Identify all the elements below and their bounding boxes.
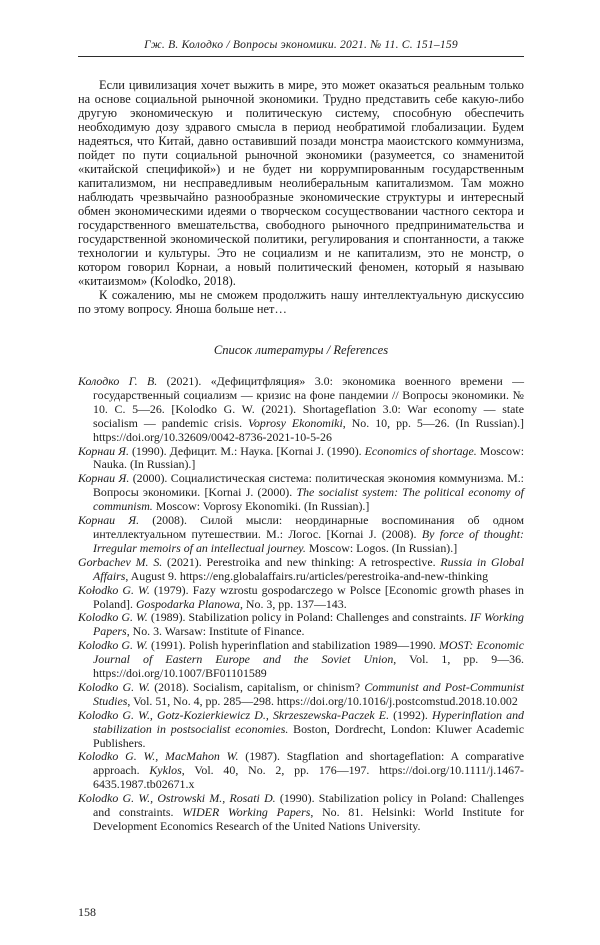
reference-emphasis: The socialist system: The political economy of communism. xyxy=(93,485,524,514)
reference-emphasis: MOST: Economic Journal of Eastern Europe and the Soviet Union xyxy=(93,638,525,667)
reference-item xyxy=(78,792,524,834)
reference-item xyxy=(78,639,524,681)
reference-emphasis: Корнаи Я. xyxy=(78,513,140,528)
reference-emphasis: WIDER Working Papers xyxy=(182,805,311,820)
reference-text: (1987). Stagflation and shortageflation: A comparative approach. xyxy=(93,749,524,778)
reference-emphasis: Kołodko G. W. xyxy=(78,582,150,597)
body-paragraph: К сожалению, мы не сможем продолжить нашу интеллектуальную дискуссию по этому вопросу. Яноша больше нет… xyxy=(78,288,524,316)
reference-emphasis: Kolodko G. W. xyxy=(78,610,148,625)
reference-text: , No. 3. Warsaw: Institute of Finance. xyxy=(126,624,305,639)
reference-text: Moscow: Voprosy Ekonomiki. (In Russian).] xyxy=(152,499,370,514)
reference-item xyxy=(78,709,524,751)
reference-text: Moscow: Logos. (In Russian).] xyxy=(305,540,458,555)
reference-text: (1990). Stabilization policy in Poland: Challenges and constraints. xyxy=(93,791,524,820)
reference-text: (1992). xyxy=(389,707,432,722)
references-list xyxy=(78,375,524,834)
reference-emphasis: Колодко Г. В. xyxy=(78,374,158,388)
reference-text: (2021). Perestroika and new thinking: A retrospective. xyxy=(162,554,441,569)
reference-emphasis: Kolodko G. W. xyxy=(78,638,148,653)
reference-text: (2021). «Дефицитфляция» 3.0: экономика военного времени — государственный социализм — кризис на фоне пандемии // Вопросы экономики. № 10. С. 5—26. [Kolodko G. W. (2021). Shortageflation 3.0: War economy — state socialism — pandemic crisis. xyxy=(93,374,524,430)
reference-text: (2018). Socialism, capitalism, or chinism? xyxy=(150,679,365,694)
reference-text: (2008). Силой мысли: неординарные воспоминания об одном интеллектуальном путешествии. М.: Логос. [Kornai J. (2008). xyxy=(93,513,525,541)
reference-text: (2000). Социалистическая система: политическая экономия коммунизма. М.: Вопросы экономики. [Kornai J. (2000). xyxy=(93,471,524,500)
reference-emphasis: Kyklos xyxy=(149,763,182,778)
reference-text: , Vol. 1, pp. 9—36. https://doi.org/10.1007/BF01101589 xyxy=(93,652,524,681)
reference-emphasis: Kolodko G. W., MacMahon W. xyxy=(78,749,239,764)
reference-emphasis: Kolodko G. W., Ostrowski M., Rosati D. xyxy=(78,791,276,806)
reference-emphasis: IF Working Papers xyxy=(93,610,524,639)
reference-emphasis: Корнаи Я. xyxy=(78,471,130,486)
reference-text: Boston, Dordrecht, London: Kluwer Academic Publishers. xyxy=(93,721,524,750)
reference-item xyxy=(78,750,524,792)
reference-emphasis: By force of thought: Irregular memoirs of an intellectual journey. xyxy=(93,526,524,555)
body-paragraph: Если цивилизация хочет выжить в мире, это может оказаться реальным только на основе социальной рыночной экономики. Трудно представить себе какую-либо другую экономическую и политическую систему, способную обеспечить необходимую дозу здравого смысла в период необратимой глобализации. Будем надеяться, что Китай, давно оставивший позади монстра маоистского коммунизма, пойдет по пути социальной рыночной экономики (разумеется, со знаменитой «китайской спецификой») и не будет ни коррумпированным государственным капитализмом, ни несправедливым неолиберальным капитализмом. Там можно наблюдать чрезвычайно разнообразные экономические структуры и интересный обмен экономическими идеями о творческом сосуществовании частного сектора и государственного вмешательства, свободного рыночного предпринимательства и государственной экономической политики, регулирования и спонтанности, а также технологии и культуры. Это не социализм и не капитализм, это не монстр, о котором говорил Корнаи, а новый политический феномен, который я называю «китаизмом» (Kolodko, 2018). xyxy=(78,78,524,288)
reference-text: , August 9. https://eng.globalaffairs.ru/articles/perestroika-and-new-thinking xyxy=(125,568,489,583)
reference-emphasis: Russia in Global Affairs xyxy=(93,554,525,583)
reference-text: (1989). Stabilization policy in Poland: Challenges and constraints. xyxy=(147,610,470,625)
reference-item xyxy=(78,375,524,445)
reference-emphasis: Kolodko G. W. xyxy=(78,679,151,694)
reference-emphasis: Kolodko G. W., Gotz-Kozierkiewicz D., Skrzeszewska-Paczek E. xyxy=(78,707,390,722)
reference-emphasis: Voprosy Ekonomiki xyxy=(248,415,343,430)
reference-text: (1979). Fazy wzrostu gospodarczego w Polsce [Economic growth phases in Poland]. xyxy=(93,582,524,611)
reference-text: , No. 3, pp. 137—143. xyxy=(239,596,347,611)
reference-item xyxy=(78,681,524,709)
reference-text: , No. 81. Helsinki: World Institute for Development Economics Research of the United Nations University. xyxy=(93,805,525,833)
reference-text: (1990). Дефицит. М.: Наука. [Kornai J. (1990). xyxy=(128,443,365,458)
reference-item xyxy=(78,514,524,556)
reference-emphasis: Economics of shortage. xyxy=(364,443,477,458)
reference-item xyxy=(78,472,524,514)
article-body xyxy=(78,78,524,316)
reference-emphasis: Gorbachev M. S. xyxy=(78,554,163,569)
reference-item xyxy=(78,445,524,473)
reference-text: Moscow: Nauka. (In Russian).] xyxy=(93,443,525,472)
reference-emphasis: Hyperinflation and stabilization in postsocialist economies. xyxy=(93,707,524,736)
reference-emphasis: Корнаи Я. xyxy=(78,443,129,458)
running-head: Гж. В. Колодко / Вопросы экономики. 2021. № 11. С. 151–159 xyxy=(78,38,524,57)
reference-text: (1991). Polish hyperinflation and stabilization 1989—1990. xyxy=(147,638,440,653)
reference-emphasis: Gospodarka Planowa xyxy=(135,596,240,611)
reference-item xyxy=(78,556,524,584)
reference-text: , Vol. 51, No. 4, pp. 285—298. https://doi.org/10.1016/j.postcomstud.2018.10.002 xyxy=(127,693,518,708)
page-number: 158 xyxy=(78,905,96,919)
references-heading: Список литературы / References xyxy=(213,343,389,357)
reference-text: , Vol. 40, No. 2, pp. 176—197. https://doi.org/10.1111/j.1467-6435.1987.tb02671.x xyxy=(93,763,524,792)
reference-emphasis: Communist and Post-Communist Studies xyxy=(93,679,524,708)
page-content xyxy=(78,38,524,834)
reference-item xyxy=(78,611,524,639)
reference-item xyxy=(78,584,524,612)
reference-text: , No. 10, pp. 5—26. (In Russian).] https://doi.org/10.32609/0042-8736-2021-10-5-26 xyxy=(93,415,524,444)
